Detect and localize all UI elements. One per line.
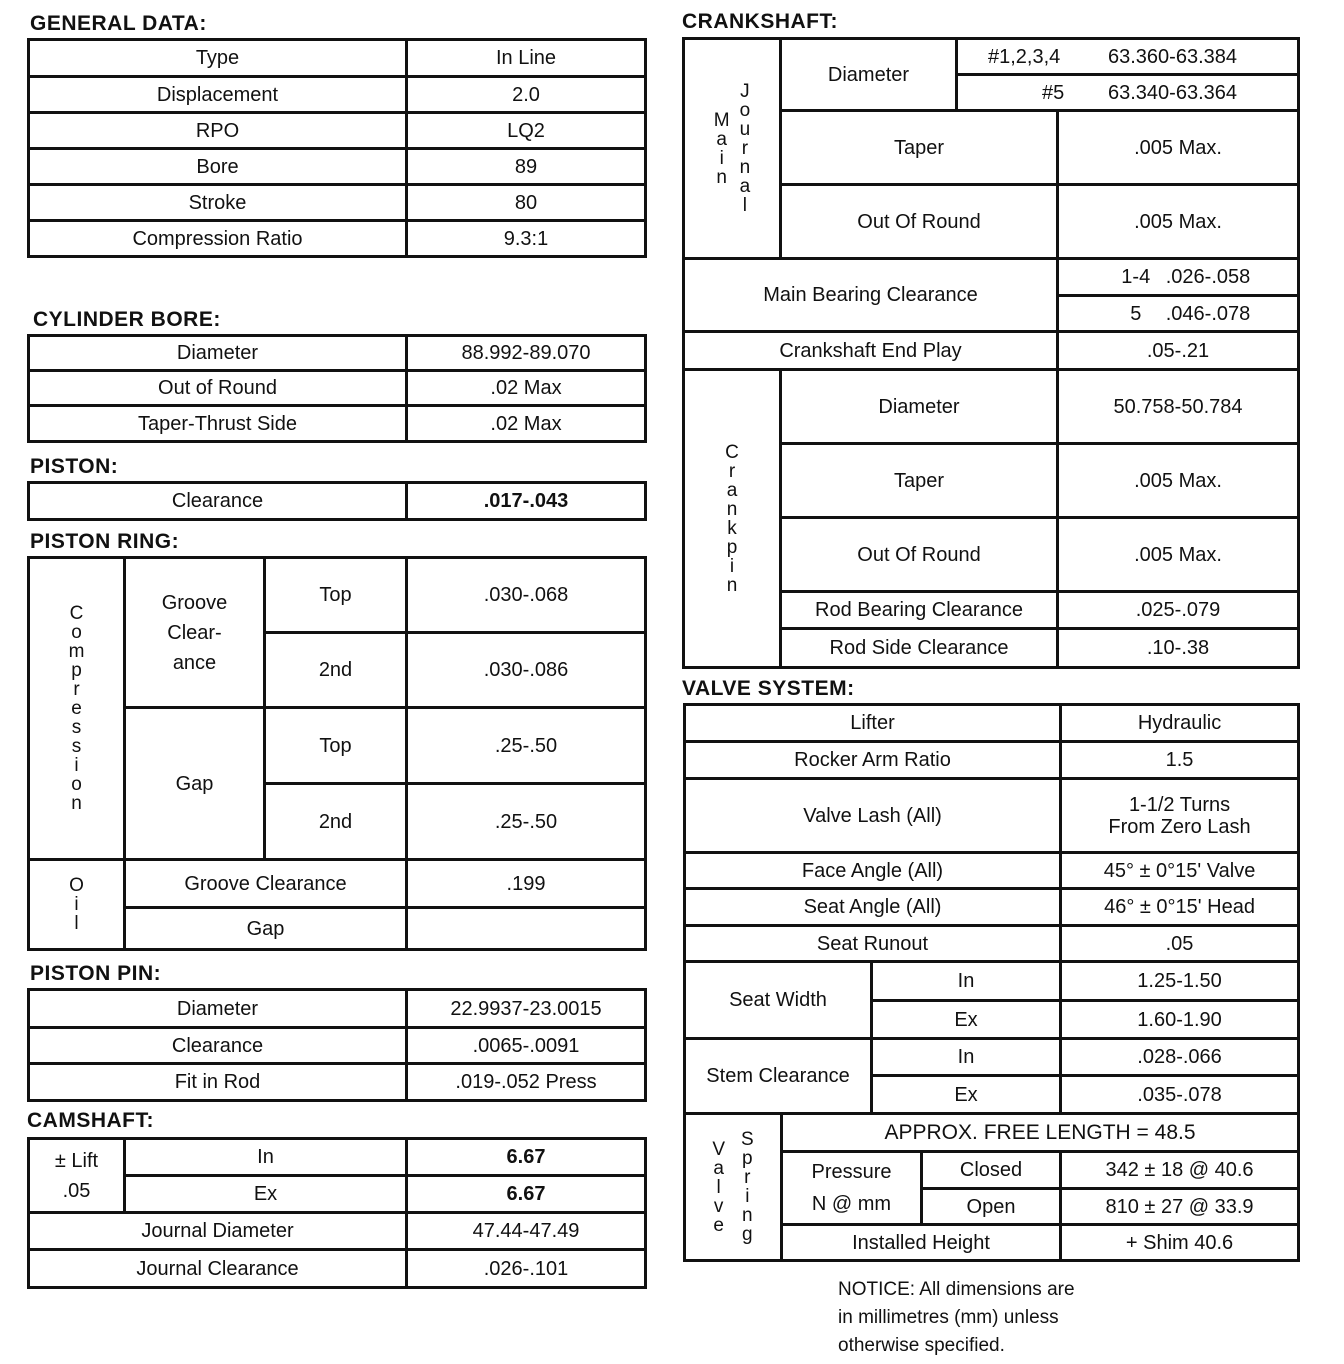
main-diameter-journals-2: #5 xyxy=(1042,81,1065,104)
main-diameter-row-2 xyxy=(957,75,1299,111)
journal-diameter-value: 47.44-47.49 xyxy=(407,1213,646,1250)
gap-top-label: Top xyxy=(265,708,407,784)
general-data-table xyxy=(27,38,647,258)
piston-table xyxy=(27,481,647,521)
bore-value: 89 xyxy=(407,149,646,185)
crankpin-taper-value: .005 Max. xyxy=(1058,444,1299,518)
journal-clearance-value: .026-.101 xyxy=(407,1250,646,1288)
stem-clearance-label: Stem Clearance xyxy=(685,1039,872,1114)
pin-diameter-label: Diameter xyxy=(29,990,407,1028)
table-row xyxy=(29,371,646,406)
main-diameter-value-2: 63.340-63.364 xyxy=(1108,81,1238,104)
stem-ex-label: Ex xyxy=(872,1076,1061,1114)
crankpin-taper-label: Taper xyxy=(781,444,1058,518)
table-row xyxy=(685,889,1299,926)
cam-ex-value: 6.67 xyxy=(407,1176,646,1213)
table-row xyxy=(685,779,1299,853)
table-row xyxy=(29,1028,646,1064)
main-bearing-clearance-label: Main Bearing Clearance xyxy=(684,259,1058,332)
compression-ratio-value: 9.3:1 xyxy=(407,221,646,257)
table-row xyxy=(29,406,646,442)
table-row xyxy=(685,705,1299,742)
crankpin-diameter-label: Diameter xyxy=(781,370,1058,444)
main-bearing-number-1: 1-4 xyxy=(1121,266,1151,288)
main-bearing-row-1 xyxy=(1058,259,1299,296)
seat-width-label: Seat Width xyxy=(685,962,872,1039)
end-play-label: Crankshaft End Play xyxy=(684,332,1058,370)
lifter-label: Lifter xyxy=(685,705,1061,742)
table-row xyxy=(684,39,1299,75)
piston-heading: PISTON: xyxy=(30,455,119,478)
rod-side-clearance-value: .10-.38 xyxy=(1058,629,1299,668)
closed-label: Closed xyxy=(922,1152,1061,1189)
main-journal-label: M a i n J o u r n a l xyxy=(684,39,781,259)
type-value: In Line xyxy=(407,40,646,77)
table-row xyxy=(684,332,1299,370)
open-value: 810 ± 27 @ 33.9 xyxy=(1061,1189,1299,1225)
main-bearing-number-2: 5 xyxy=(1130,302,1142,325)
cam-ex-label: Ex xyxy=(125,1176,407,1213)
open-label: Open xyxy=(922,1189,1061,1225)
type-label: Type xyxy=(29,40,407,77)
table-row xyxy=(685,1114,1299,1152)
table-row xyxy=(29,558,646,633)
pin-clearance-label: Clearance xyxy=(29,1028,407,1064)
groove-top-value: .030-.068 xyxy=(407,558,646,633)
piston-ring-heading: PISTON RING: xyxy=(30,530,180,553)
face-angle-label: Face Angle (All) xyxy=(685,853,1061,889)
table-row xyxy=(685,962,1299,1001)
units-notice xyxy=(838,1276,1238,1360)
valve-system-table xyxy=(683,703,1300,1262)
bore-label: Bore xyxy=(29,149,407,185)
cylinder-bore-heading: CYLINDER BORE: xyxy=(33,308,221,331)
rocker-arm-ratio-label: Rocker Arm Ratio xyxy=(685,742,1061,779)
pin-clearance-value: .0065-.0091 xyxy=(407,1028,646,1064)
table-row xyxy=(684,259,1299,296)
lifter-value: Hydraulic xyxy=(1061,705,1299,742)
rpo-value: LQ2 xyxy=(407,113,646,149)
main-bearing-value-2: .046-.078 xyxy=(1165,302,1251,325)
main-bearing-value-1: .026-.058 xyxy=(1165,266,1251,288)
rod-bearing-clearance-label: Rod Bearing Clearance xyxy=(781,592,1058,629)
rod-side-clearance-label: Rod Side Clearance xyxy=(781,629,1058,668)
bore-out-of-round-label: Out of Round xyxy=(29,371,407,406)
camshaft-heading: CAMSHAFT: xyxy=(27,1109,154,1132)
journal-clearance-label: Journal Clearance xyxy=(29,1250,407,1288)
groove-clearance-label: Groove Clear-ance xyxy=(125,558,265,708)
table-row xyxy=(685,926,1299,962)
pin-fit-label: Fit in Rod xyxy=(29,1064,407,1101)
seat-angle-value: 46° ± 0°15' Head xyxy=(1061,889,1299,926)
table-row xyxy=(29,221,646,257)
table-row xyxy=(685,742,1299,779)
main-diameter-label: Diameter xyxy=(781,39,957,111)
end-play-value: .05-.21 xyxy=(1058,332,1299,370)
stem-in-value: .028-.066 xyxy=(1061,1039,1299,1076)
seat-angle-label: Seat Angle (All) xyxy=(685,889,1061,926)
journal-diameter-label: Journal Diameter xyxy=(29,1213,407,1250)
groove-2nd-label: 2nd xyxy=(265,633,407,708)
installed-height-label: Installed Height xyxy=(782,1225,1061,1261)
displacement-value: 2.0 xyxy=(407,77,646,113)
seat-runout-value: .05 xyxy=(1061,926,1299,962)
camshaft-table xyxy=(27,1137,647,1289)
table-row xyxy=(685,853,1299,889)
seat-width-ex-label: Ex xyxy=(872,1001,1061,1039)
table-row xyxy=(29,185,646,221)
table-row xyxy=(29,1139,646,1176)
stroke-value: 80 xyxy=(407,185,646,221)
crankpin-out-of-round-value: .005 Max. xyxy=(1058,518,1299,592)
table-row xyxy=(29,1213,646,1250)
gap-top-value: .25-.50 xyxy=(407,708,646,784)
main-diameter-journals-1: #1,2,3,4 xyxy=(988,45,1061,68)
stem-in-label: In xyxy=(872,1039,1061,1076)
notice-line-1: NOTICE: All dimensions are xyxy=(838,1279,1075,1300)
table-row xyxy=(29,336,646,371)
main-out-of-round-label: Out Of Round xyxy=(781,185,1058,259)
main-taper-value: .005 Max. xyxy=(1058,111,1299,185)
bore-diameter-label: Diameter xyxy=(29,336,407,371)
table-row xyxy=(29,40,646,77)
table-row xyxy=(29,990,646,1028)
table-row xyxy=(29,77,646,113)
table-row xyxy=(29,149,646,185)
piston-clearance-value: .017-.043 xyxy=(407,483,646,520)
table-row xyxy=(29,483,646,520)
cam-in-value: 6.67 xyxy=(407,1139,646,1176)
main-out-of-round-value: .005 Max. xyxy=(1058,185,1299,259)
face-angle-value: 45° ± 0°15' Valve xyxy=(1061,853,1299,889)
piston-clearance-label: Clearance xyxy=(29,483,407,520)
rpo-label: RPO xyxy=(29,113,407,149)
main-bearing-row-2 xyxy=(1058,296,1299,332)
oil-gap-label: Gap xyxy=(125,908,407,950)
crankshaft-heading: CRANKSHAFT: xyxy=(682,10,838,33)
general-data-heading: GENERAL DATA: xyxy=(30,12,207,35)
valve-lash-value-line-1: 1-1/2 Turns xyxy=(1128,793,1231,816)
crankshaft-table xyxy=(682,37,1300,669)
bore-diameter-value: 88.992-89.070 xyxy=(407,336,646,371)
stem-ex-value: .035-.078 xyxy=(1061,1076,1299,1114)
free-length: APPROX. FREE LENGTH = 48.5 xyxy=(782,1114,1299,1152)
notice-line-2: in millimetres (mm) unless xyxy=(838,1307,1059,1328)
compression-label: C o m p r e s s i o n xyxy=(29,558,125,860)
crankpin-out-of-round-label: Out Of Round xyxy=(781,518,1058,592)
gap-2nd-label: 2nd xyxy=(265,784,407,860)
valve-lash-value-line-2: From Zero Lash xyxy=(1108,815,1251,838)
main-diameter-value-1: 63.360-63.384 xyxy=(1108,45,1238,68)
pressure-label xyxy=(782,1152,922,1225)
pin-diameter-value: 22.9937-23.0015 xyxy=(407,990,646,1028)
gap-label: Gap xyxy=(125,708,265,860)
stroke-label: Stroke xyxy=(29,185,407,221)
valve-spring-label: V a l v e S p r i n g xyxy=(685,1114,782,1261)
closed-value: 342 ± 18 @ 40.6 xyxy=(1061,1152,1299,1189)
notice-line-3: otherwise specified. xyxy=(838,1335,1005,1356)
oil-label: O i l xyxy=(29,860,125,950)
installed-height-value: + Shim 40.6 xyxy=(1061,1225,1299,1261)
bore-taper-value: .02 Max xyxy=(407,406,646,442)
pressure-label-line-2: N @ mm xyxy=(811,1193,892,1215)
seat-width-in-label: In xyxy=(872,962,1061,1001)
pressure-label-line-1: Pressure xyxy=(811,1161,892,1183)
gap-2nd-value: .25-.50 xyxy=(407,784,646,860)
valve-lash-value xyxy=(1061,779,1299,853)
seat-width-in-value: 1.25-1.50 xyxy=(1061,962,1299,1001)
table-row xyxy=(29,113,646,149)
bore-taper-label: Taper-Thrust Side xyxy=(29,406,407,442)
crankpin-diameter-value: 50.758-50.784 xyxy=(1058,370,1299,444)
piston-ring-table xyxy=(27,556,647,951)
table-row xyxy=(685,1039,1299,1076)
displacement-label: Displacement xyxy=(29,77,407,113)
table-row xyxy=(29,860,646,908)
piston-pin-heading: PISTON PIN: xyxy=(30,962,162,985)
cam-in-label: In xyxy=(125,1139,407,1176)
piston-pin-table xyxy=(27,988,647,1102)
table-row xyxy=(684,370,1299,444)
crankpin-label: C r a n k p i n xyxy=(684,370,781,668)
seat-width-ex-value: 1.60-1.90 xyxy=(1061,1001,1299,1039)
lift-label: ± Lift .05 xyxy=(29,1139,125,1213)
table-row xyxy=(29,1064,646,1101)
groove-top-label: Top xyxy=(265,558,407,633)
seat-runout-label: Seat Runout xyxy=(685,926,1061,962)
rocker-arm-ratio-value: 1.5 xyxy=(1061,742,1299,779)
bore-out-of-round-value: .02 Max xyxy=(407,371,646,406)
table-row xyxy=(29,1250,646,1288)
main-diameter-row-1 xyxy=(957,39,1299,75)
groove-2nd-value: .030-.086 xyxy=(407,633,646,708)
valve-system-heading: VALVE SYSTEM: xyxy=(682,677,855,700)
valve-lash-label: Valve Lash (All) xyxy=(685,779,1061,853)
oil-gap-value xyxy=(407,908,646,950)
main-taper-label: Taper xyxy=(781,111,1058,185)
compression-ratio-label: Compression Ratio xyxy=(29,221,407,257)
oil-groove-value: .199 xyxy=(407,860,646,908)
rod-bearing-clearance-value: .025-.079 xyxy=(1058,592,1299,629)
cylinder-bore-table xyxy=(27,334,647,443)
oil-groove-label: Groove Clearance xyxy=(125,860,407,908)
pin-fit-value: .019-.052 Press xyxy=(407,1064,646,1101)
